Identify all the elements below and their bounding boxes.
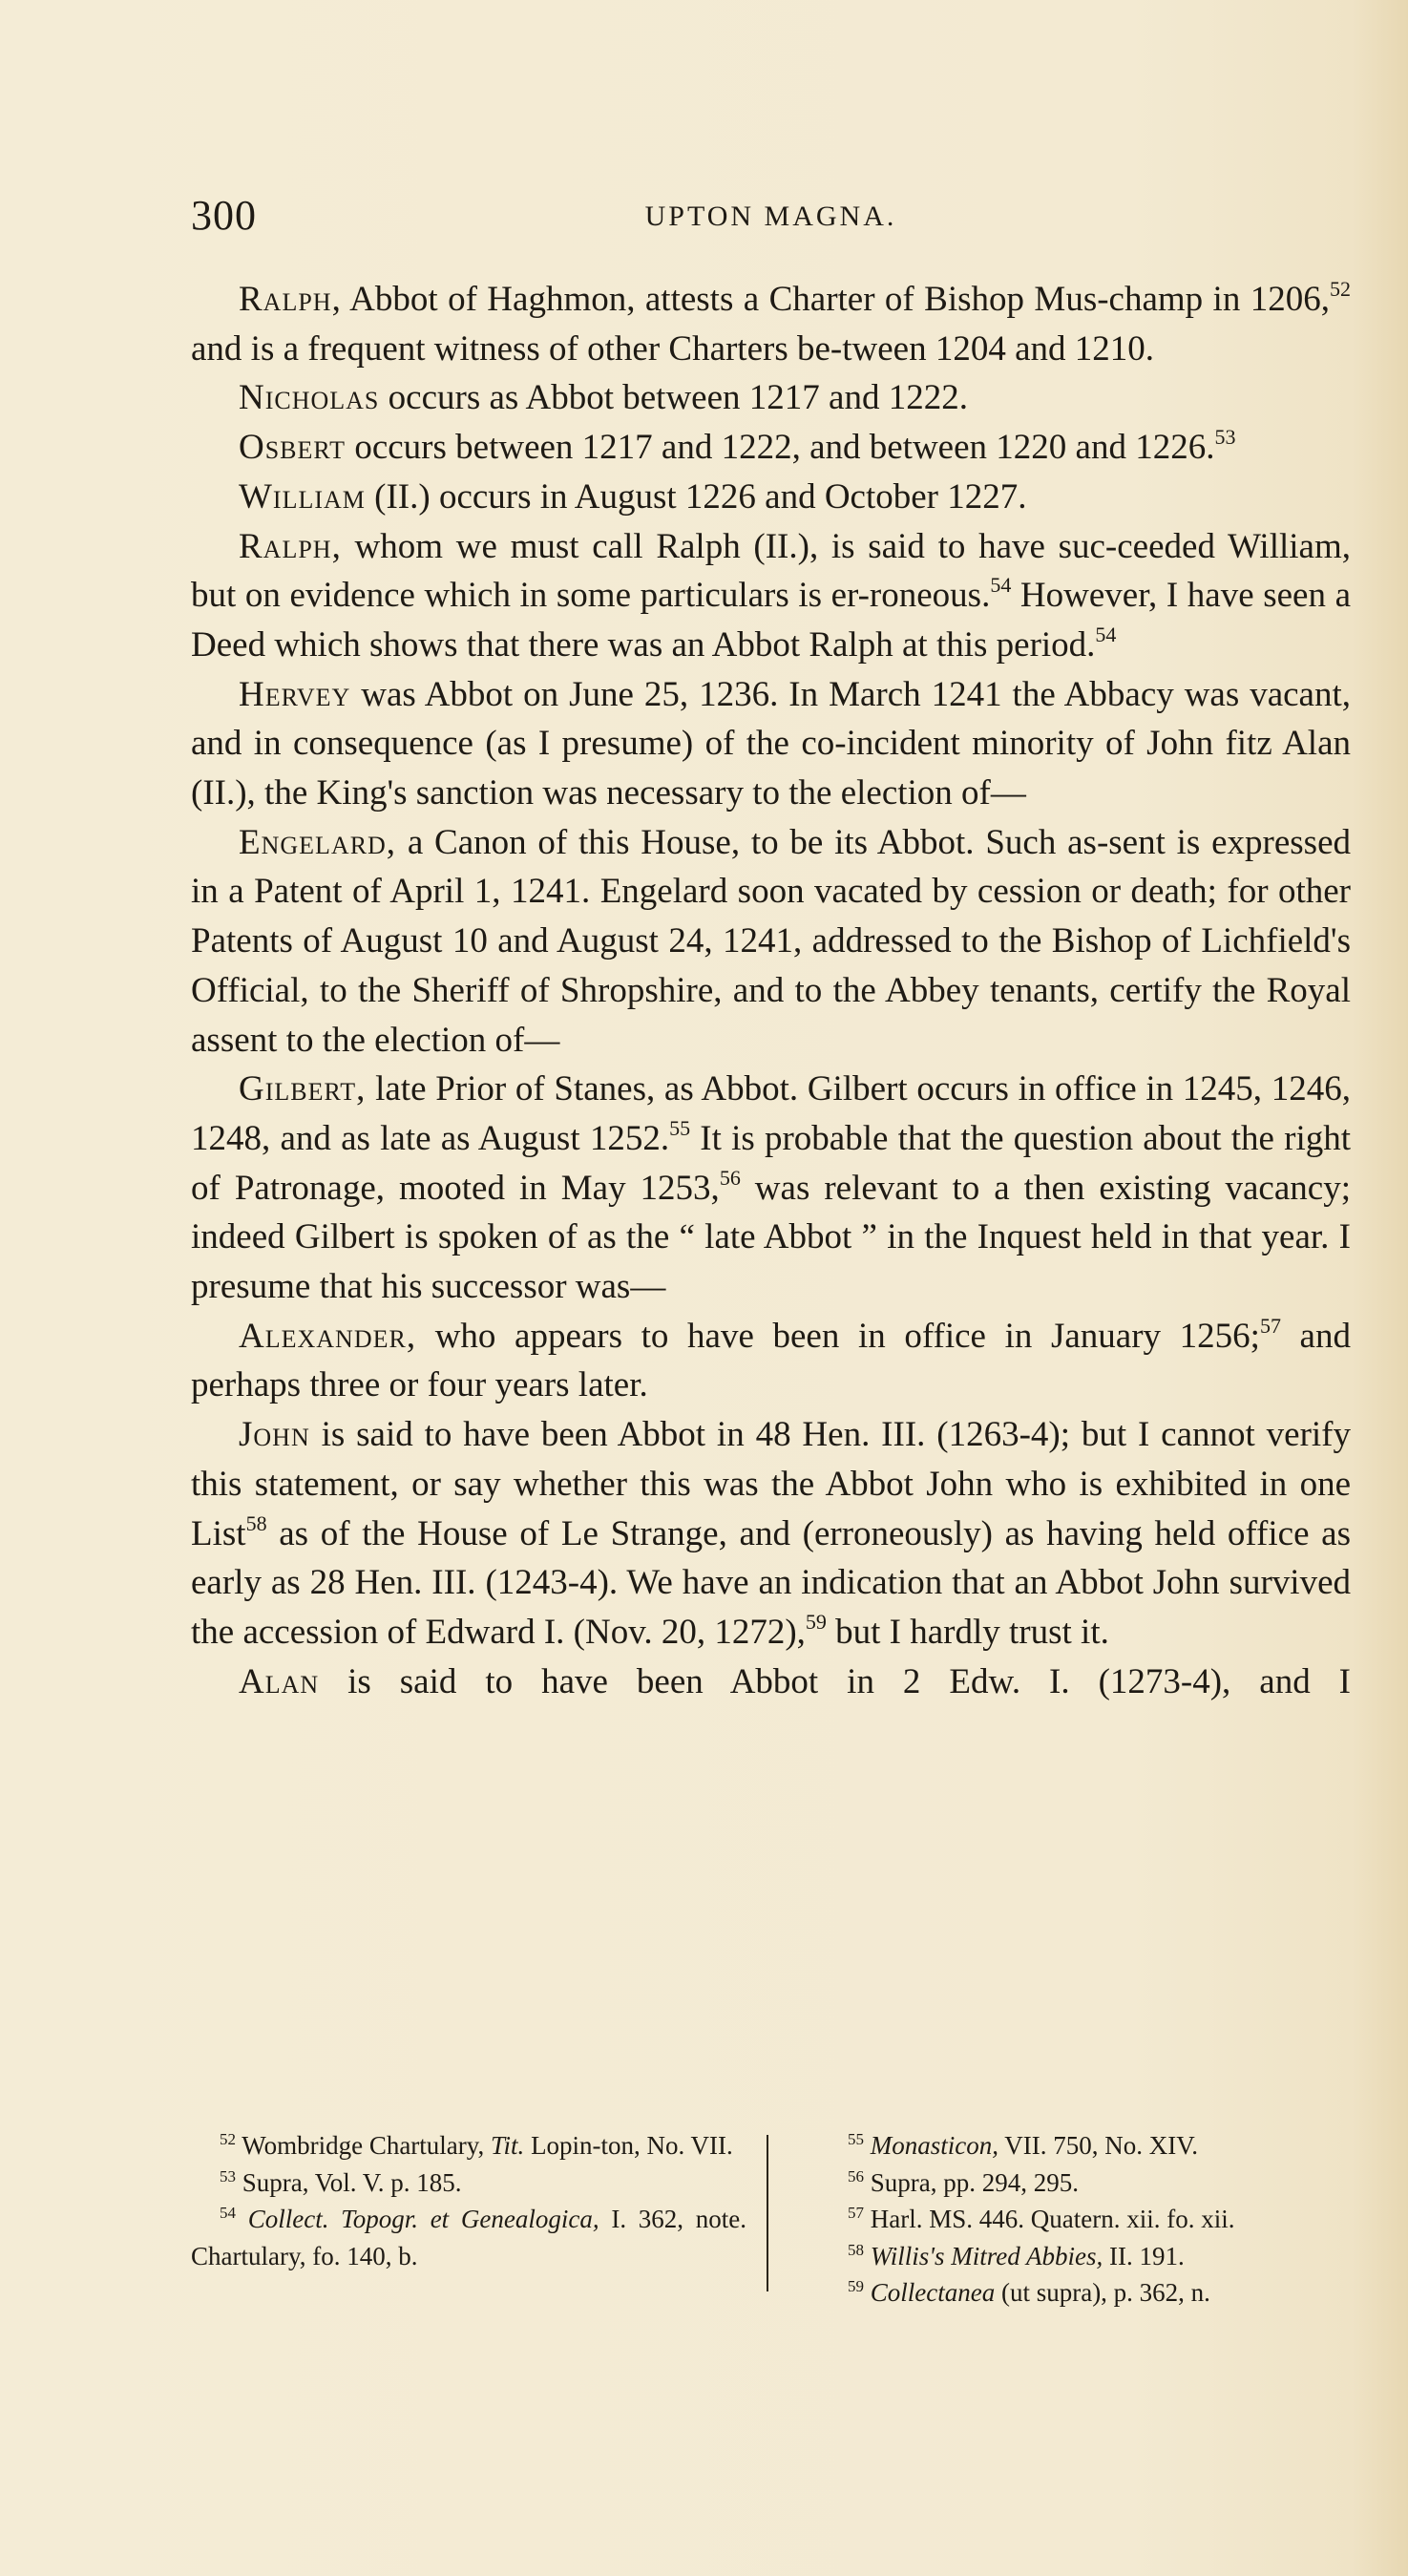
footnote-number: 59 (848, 2277, 864, 2295)
footnote-number: 54 (220, 2204, 236, 2222)
paragraph-hervey (191, 670, 1351, 818)
paragraph-text: occurs as Abbot between 1217 and 1222. (379, 378, 968, 418)
footnote-italic: Monasticon, (870, 2131, 998, 2160)
footnote-text: I. 362, note. Chartulary, fo. 140, b. (191, 2205, 746, 2270)
paragraph-text: and is a frequent witness of other Charters be-tween 1204 and 1210. (191, 328, 1154, 369)
footnote-number: 58 (848, 2240, 864, 2259)
footnote (819, 2201, 1351, 2238)
footnote-number: 52 (220, 2130, 236, 2148)
footnote-ref: 57 (1259, 1313, 1281, 1338)
footnote (819, 2274, 1351, 2312)
paragraph-john (191, 1410, 1351, 1658)
abbot-name: William (239, 476, 366, 517)
footnote-text: II. 191. (1103, 2241, 1185, 2270)
paragraph-text: who appears to have been in office in January 1256; (416, 1316, 1260, 1356)
paragraph-engelard (191, 818, 1351, 1066)
abbot-name: Ralph, (239, 526, 342, 566)
footnote (819, 2164, 1351, 2202)
footnotes-left-column (191, 2127, 746, 2274)
footnote-ref: 59 (805, 1609, 827, 1634)
footnote (819, 2127, 1351, 2164)
footnote-column-divider (767, 2135, 768, 2291)
paragraph-text: (II.) occurs in August 1226 and October 1227. (365, 476, 1027, 517)
running-title: UPTON MAGNA. (644, 201, 897, 232)
footnote-ref: 56 (719, 1165, 741, 1190)
footnote-italic: Collect. Topogr. et Genealogica, (247, 2205, 599, 2233)
footnote-number: 53 (220, 2166, 236, 2185)
paragraph-text: It is probable that the question about the right of Patronage, mooted in May 1253, (191, 1118, 1352, 1208)
footnote-number: 57 (848, 2204, 864, 2222)
footnote-ref: 55 (669, 1115, 691, 1140)
footnote-text: Supra, pp. 294, 295. (870, 2167, 1079, 2197)
page-number: 300 (191, 192, 257, 239)
footnote-number: 55 (848, 2130, 864, 2148)
footnote-text: Lopin-ton, No. VII. (524, 2131, 733, 2160)
footnote-italic: Tit. (491, 2131, 525, 2160)
footnote-text: Supra, Vol. V. p. 185. (242, 2167, 462, 2197)
paragraph-nicholas (191, 373, 1351, 423)
paragraph-text: is said to have been Abbot in 48 Hen. III. (1263-4); but I cannot verify this statement, or say whether this was the Abbot John who is exhibited in one List (191, 1415, 1351, 1553)
paragraph-text: as of the House of Le Strange, and (erroneously) as having held office as early as 28 Hen. III. (1243-4). We have an indication that an Abbot John survived the accession of Edward I. (Nov. 20, 1272), (191, 1513, 1351, 1652)
paragraph-text: whom we must call Ralph (II.), is said to have suc-ceeded William, but on evidence which in some particulars is er-roneous. (191, 526, 1351, 616)
abbot-name: Gilbert, (239, 1069, 367, 1109)
body-text (191, 275, 1351, 1706)
paragraph-text: was Abbot on June 25, 1236. In March 1241 the Abbacy was vacant, and in consequence (as I presume) of the co-incident minority of John fitz Alan (II.), the King's sanction was necessary to the election of— (191, 674, 1351, 813)
paragraph-osbert (191, 423, 1351, 473)
abbot-name: Engelard, (239, 822, 397, 862)
paragraph-text: However, I have seen a Deed which shows that there was an Abbot Ralph at this period. (191, 576, 1351, 665)
paragraph-william (191, 473, 1351, 522)
footnote-text: Wombridge Chartulary, (242, 2131, 492, 2160)
footnote-italic: Collectanea (870, 2278, 996, 2307)
abbot-name: Hervey (239, 674, 351, 714)
footnote-text: (ut supra), p. 362, n. (995, 2278, 1210, 2307)
abbot-name: Alan (239, 1661, 320, 1701)
footnote-ref: 52 (1330, 277, 1351, 301)
abbot-name: Nicholas (239, 378, 380, 418)
footnote (819, 2238, 1351, 2275)
paragraph-text: and perhaps three or four years later. (191, 1316, 1351, 1405)
footnote-text: VII. 750, No. XIV. (998, 2131, 1198, 2160)
abbot-name: Ralph, (239, 280, 342, 319)
footnote (191, 2127, 746, 2164)
footnote-ref: 54 (990, 573, 1012, 598)
footnote-ref: 54 (1095, 622, 1117, 646)
paragraph-text: late Prior of Stanes, as Abbot. Gilbert occurs in office in 1245, 1246, 1248, and as late as August 1252. (191, 1069, 1351, 1158)
footnote (191, 2164, 746, 2202)
footnotes-right-column (819, 2127, 1351, 2312)
paragraph-ralph (191, 275, 1351, 373)
paragraph-text: is said to have been Abbot in 2 Edw. I. (1273-4), and I (319, 1661, 1351, 1701)
footnote-text: Harl. MS. 446. Quatern. xii. fo. xii. (870, 2205, 1235, 2233)
paragraph-alan (191, 1658, 1351, 1707)
paragraph-ralph-ii (191, 522, 1351, 670)
abbot-name: Osbert (239, 428, 347, 468)
footnote-number: 56 (848, 2166, 864, 2185)
paragraph-text: was relevant to a then existing vacancy; indeed Gilbert is spoken of as the “ late Abbot ” in the Inquest held in that year. I presume that his successor was— (191, 1168, 1351, 1307)
paragraph-text: Abbot of Haghmon, attests a Charter of Bishop Mus-champ in 1206, (341, 280, 1330, 319)
page-header (191, 191, 1351, 248)
footnote (191, 2201, 746, 2274)
paragraph-alexander (191, 1312, 1351, 1410)
abbot-name: John (239, 1415, 310, 1455)
paragraph-text: occurs between 1217 and 1222, and between 1220 and 1226. (346, 428, 1215, 468)
paragraph-gilbert (191, 1065, 1351, 1312)
abbot-name: Alexander, (239, 1316, 417, 1356)
paragraph-text: but I hardly trust it. (826, 1612, 1109, 1652)
footnote-ref: 58 (245, 1510, 267, 1535)
footnote-italic: Willis's Mitred Abbies, (870, 2241, 1103, 2270)
paragraph-text: a Canon of this House, to be its Abbot. Such as-sent is expressed in a Patent of April 1, 1241. Engelard soon vacated by cession or death; for other Patents of August 10 and August 24, 1241, addressed to the Bishop of Lichfield's Official, to the Sheriff of Shropshire, and to the Abbey tenants, certify the Royal assent to the election of— (191, 822, 1351, 1060)
footnote-ref: 53 (1214, 425, 1236, 450)
